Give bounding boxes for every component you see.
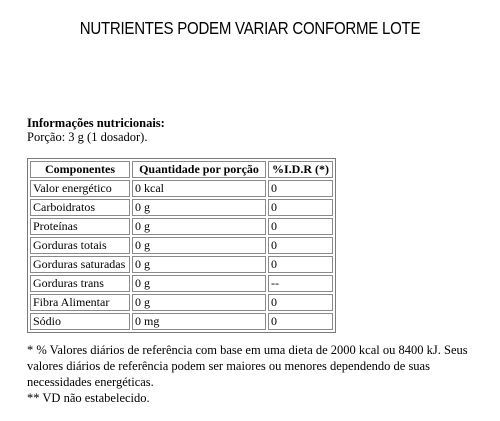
table-cell-idr: 0: [268, 180, 333, 197]
table-cell-component: Sódio: [30, 313, 130, 330]
table-cell-idr: 0: [268, 237, 333, 254]
table-cell-idr: 0: [268, 256, 333, 273]
table-cell-quantity: 0 g: [132, 218, 266, 235]
table-cell-idr: 0: [268, 199, 333, 216]
column-header-idr: %I.D.R (*): [268, 161, 333, 178]
portion-text: Porção: 3 g (1 dosador).: [27, 130, 148, 144]
column-header-componentes: Componentes: [30, 161, 130, 178]
table-row: [30, 199, 333, 216]
table-cell-idr: --: [268, 275, 333, 292]
vd-footnote: ** VD não estabelecido.: [27, 391, 150, 405]
column-header-quantidade: Quantidade por porção: [132, 161, 266, 178]
table-cell-component: Fibra Alimentar: [30, 294, 130, 311]
nutrition-title: Informações nutricionais:: [27, 116, 165, 130]
table-row: [30, 294, 333, 311]
page-headline: NUTRIENTES PODEM VARIAR CONFORME LOTE: [79, 18, 421, 38]
table-row: [30, 275, 333, 292]
table-cell-quantity: 0 kcal: [132, 180, 266, 197]
table-cell-component: Proteínas: [30, 218, 130, 235]
table-cell-quantity: 0 mg: [132, 313, 266, 330]
table-cell-quantity: 0 g: [132, 275, 266, 292]
table-cell-component: Gorduras trans: [30, 275, 130, 292]
table-cell-quantity: 0 g: [132, 256, 266, 273]
table-row: [30, 237, 333, 254]
table-header-row: [30, 161, 333, 178]
table-cell-quantity: 0 g: [132, 294, 266, 311]
table-cell-quantity: 0 g: [132, 237, 266, 254]
table-cell-idr: 0: [268, 294, 333, 311]
footnotes: [27, 342, 482, 406]
nutrition-table: [27, 158, 336, 333]
nutrition-info: [27, 116, 165, 144]
table-cell-component: Carboidratos: [30, 199, 130, 216]
table-row: [30, 256, 333, 273]
table-cell-quantity: 0 g: [132, 199, 266, 216]
table-cell-component: Valor energético: [30, 180, 130, 197]
table-cell-idr: 0: [268, 313, 333, 330]
table-row: [30, 313, 333, 330]
reference-footnote: * % Valores diários de referência com base em uma dieta de 2000 kcal ou 8400 kJ. Seus valores diários de referência podem ser maiores ou menores dependendo de suas necessidades energéticas.: [27, 343, 468, 389]
table-row: [30, 218, 333, 235]
table-cell-component: Gorduras totais: [30, 237, 130, 254]
table-cell-idr: 0: [268, 218, 333, 235]
table-row: [30, 180, 333, 197]
table-cell-component: Gorduras saturadas: [30, 256, 130, 273]
